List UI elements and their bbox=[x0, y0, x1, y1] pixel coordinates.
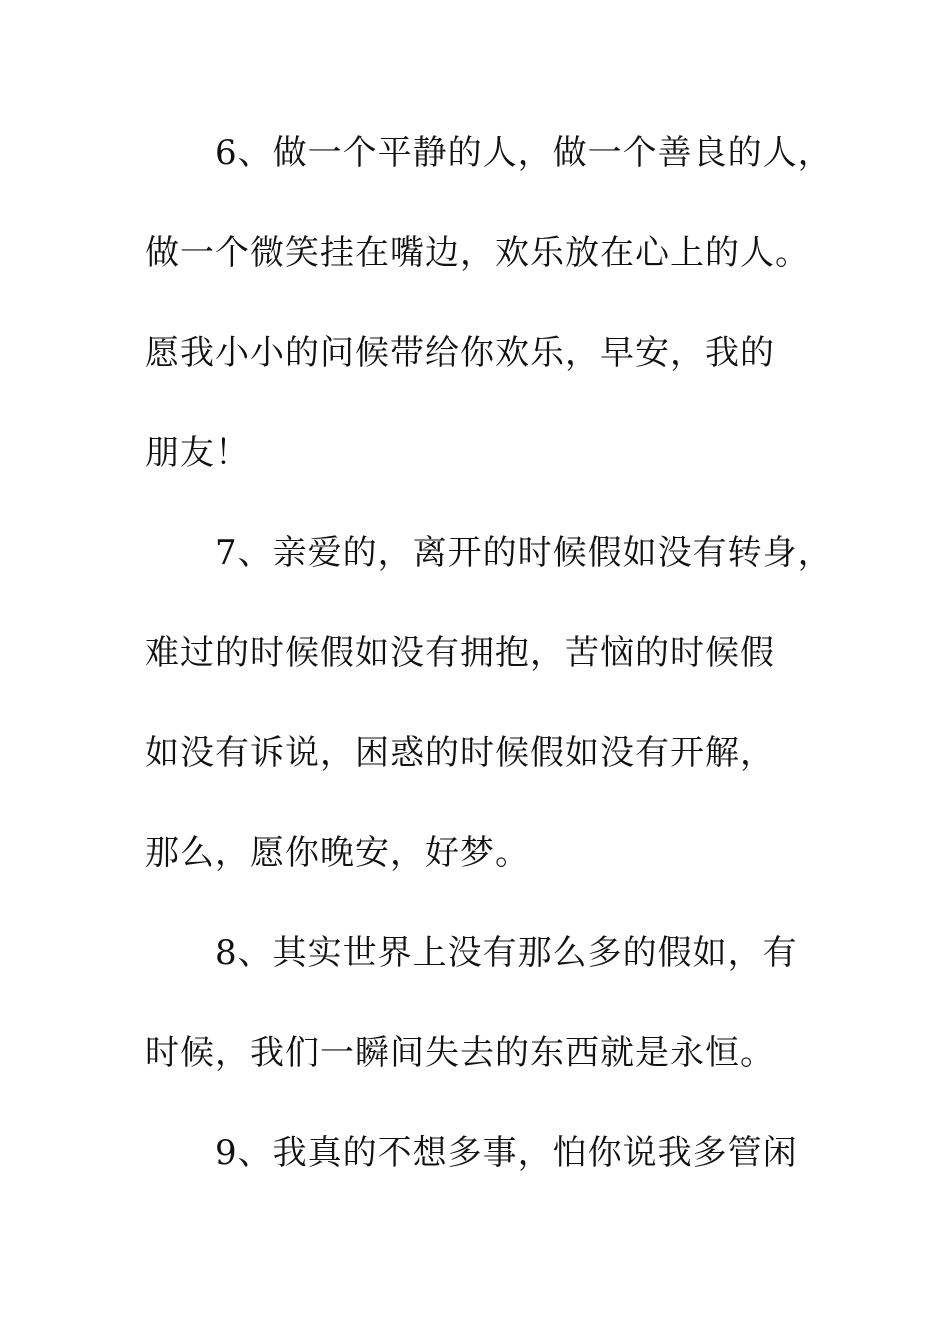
paragraph-7-line-1: 7、亲爱的，离开的时候假如没有转身， bbox=[215, 533, 833, 573]
paragraph-6-line-2: 做一个微笑挂在嘴边，欢乐放在心上的人。 bbox=[145, 233, 810, 273]
paragraph-6-line-3: 愿我小小的问候带给你欢乐，早安，我的 bbox=[145, 333, 775, 373]
paragraph-6-line-4: 朋友！ bbox=[145, 433, 250, 473]
paragraph-6-line-1: 6、做一个平静的人，做一个善良的人， bbox=[215, 133, 833, 173]
paragraph-7-line-3: 如没有诉说，困惑的时候假如没有开解， bbox=[145, 733, 775, 773]
paragraph-7-line-4: 那么，愿你晚安，好梦。 bbox=[145, 833, 530, 873]
paragraph-9-line-1: 9、我真的不想多事，怕你说我多管闲 bbox=[215, 1133, 798, 1173]
paragraph-8-line-1: 8、其实世界上没有那么多的假如，有 bbox=[215, 933, 798, 973]
paragraph-8-line-2: 时候，我们一瞬间失去的东西就是永恒。 bbox=[145, 1033, 775, 1073]
paragraph-7-line-2: 难过的时候假如没有拥抱，苦恼的时候假 bbox=[145, 633, 775, 673]
